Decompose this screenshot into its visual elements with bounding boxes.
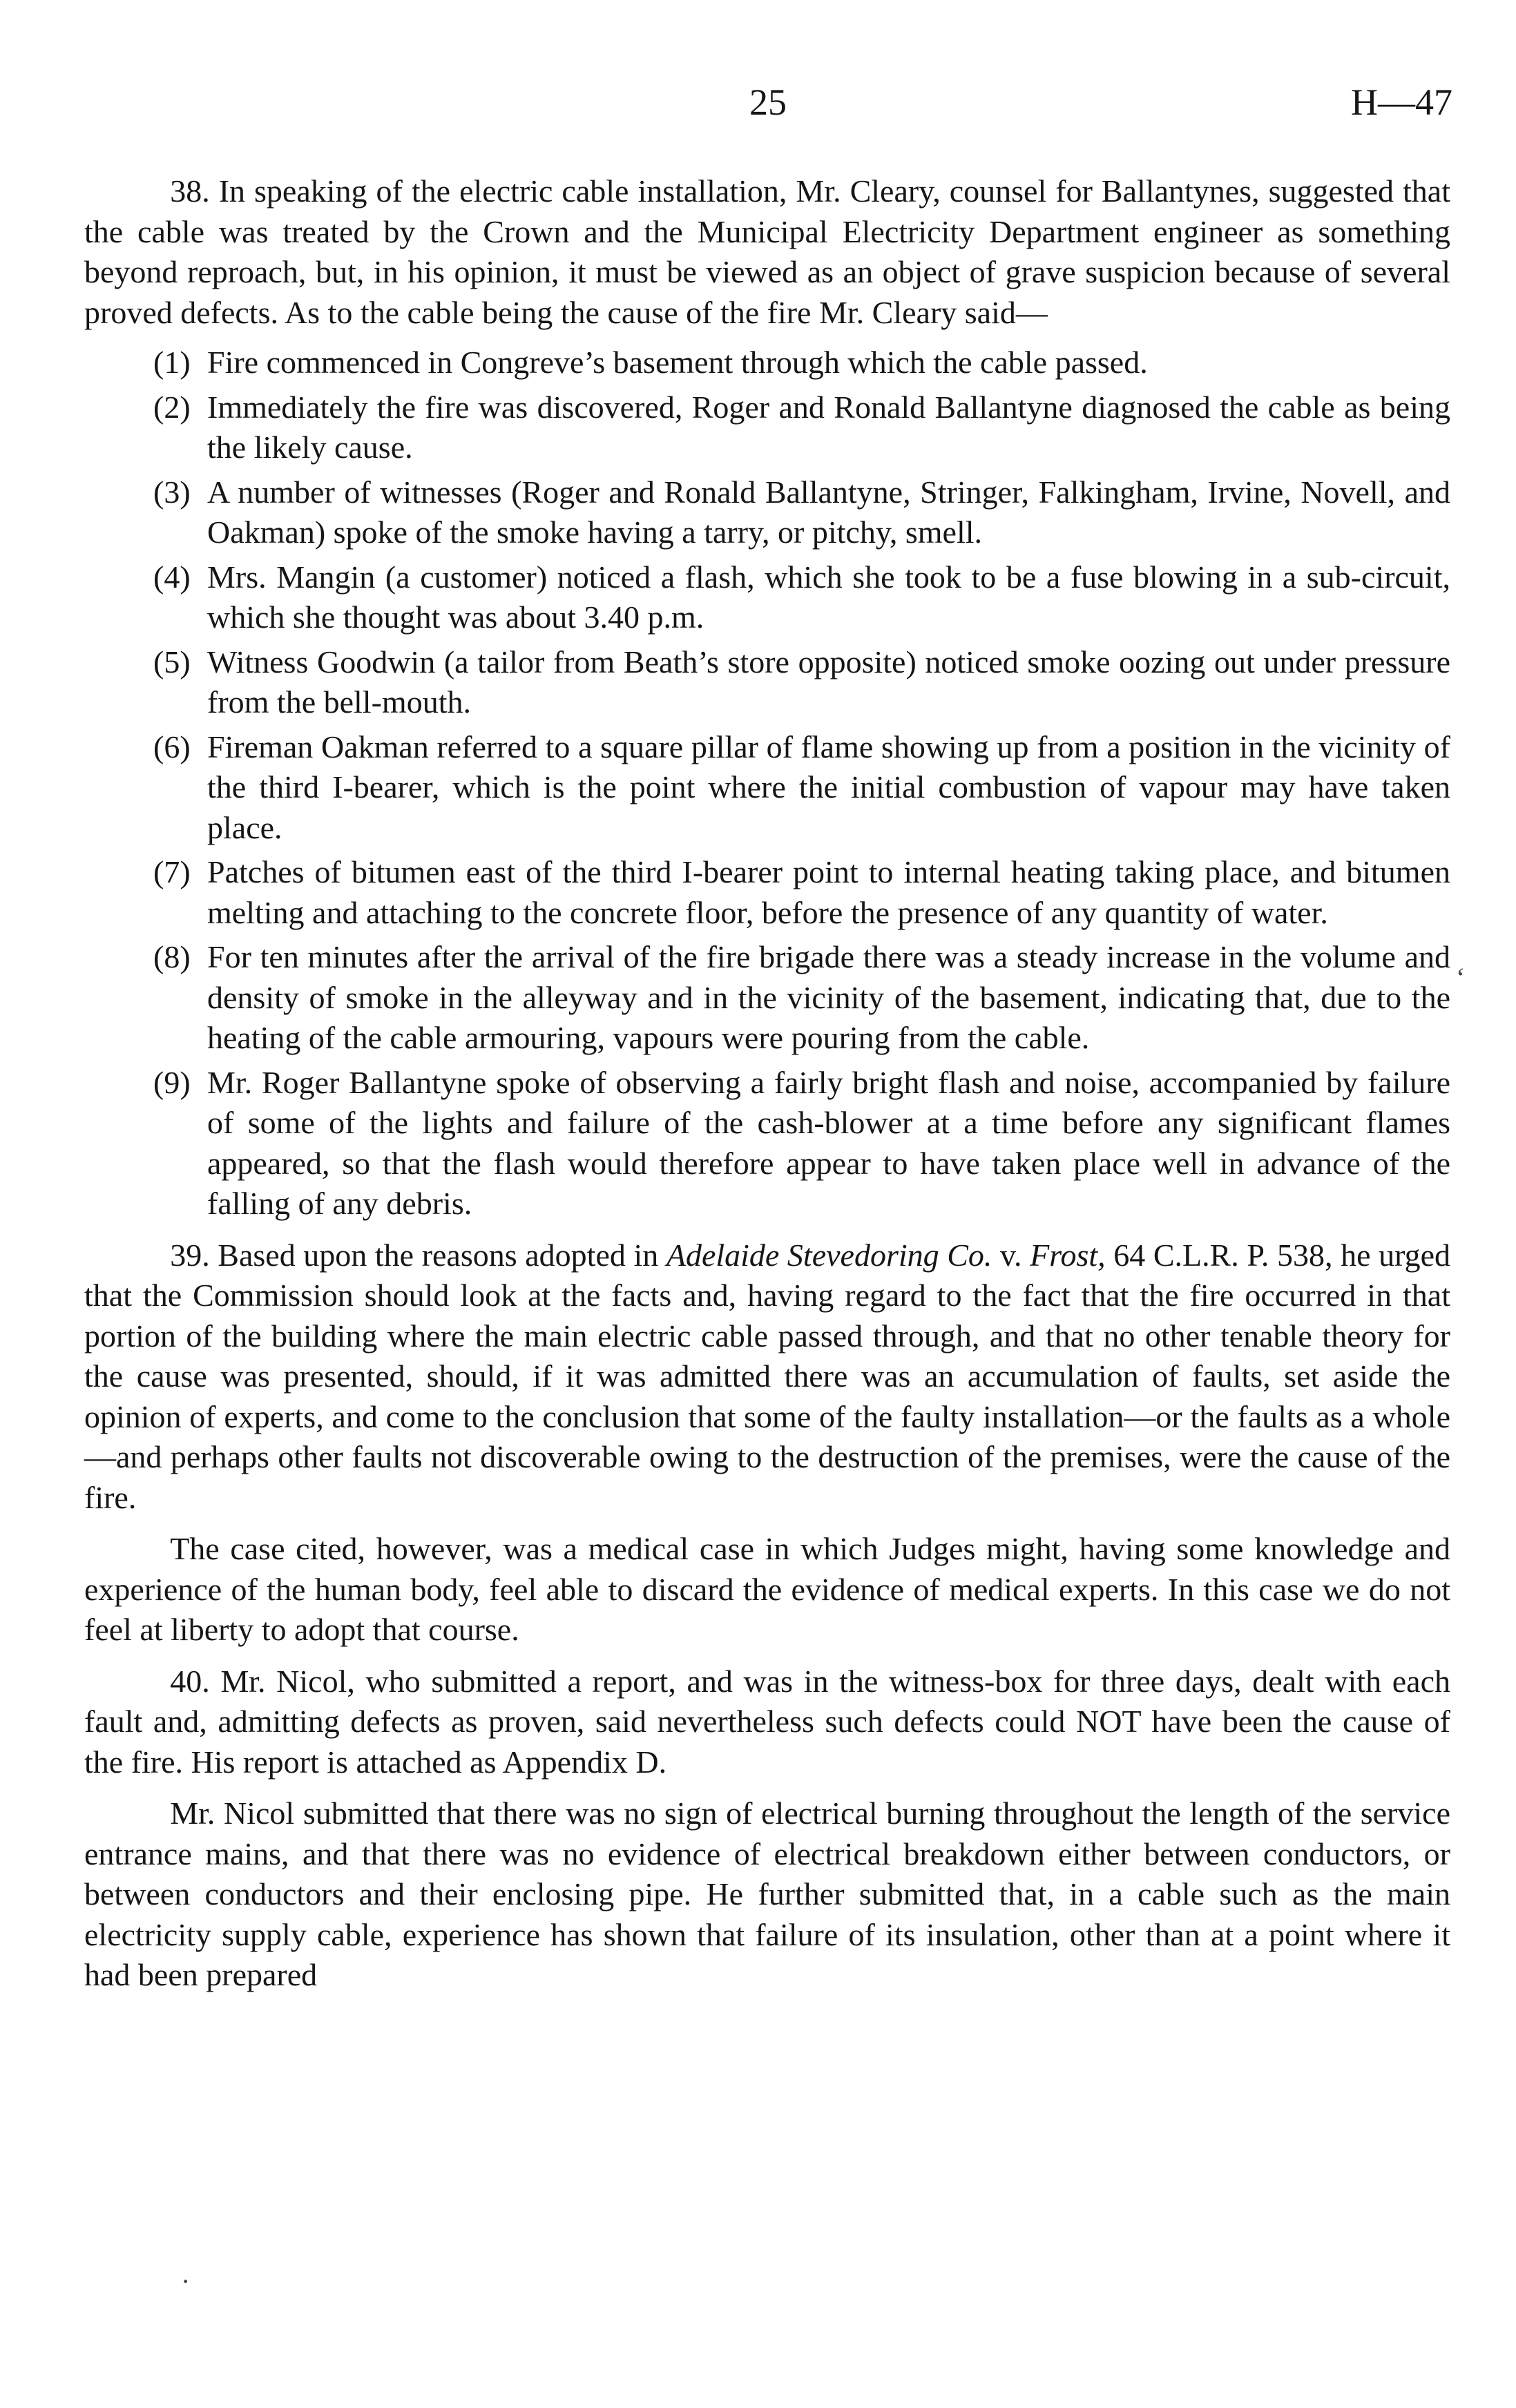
paragraph-gap (84, 1518, 1450, 1529)
page-header (0, 81, 1516, 137)
list-item (84, 727, 1450, 849)
list-item-number: (5) (153, 644, 191, 680)
list-item (84, 557, 1450, 638)
paragraph-39-lead: 39. Based upon the reasons adopted in (170, 1237, 666, 1273)
paragraph-39-continued: The case cited, however, was a medical case in which Judges might, having some knowledge and experience of the human body, feel able to discard the evidence of medical experts. In this case we do not feel at liberty to adopt that course. (84, 1531, 1450, 1647)
list-item-text: For ten minutes after the arrival of the fire brigade there was a steady increase in the volume and density of smoke in the alleyway and in the vicinity of the basement, indicating that, due to the heating of the cable armouring, vapours were pouring from the cable. (207, 939, 1450, 1055)
list-item-text: Patches of bitumen east of the third I-bearer point to internal heating taking place, and bitumen melting and attaching to the concrete floor, before the presence of any quantity of water. (207, 854, 1450, 930)
list-item-text: Mrs. Mangin (a customer) noticed a flash, which she took to be a fuse blowing in a sub-circuit, which she thought was about 3.40 p.m. (207, 559, 1450, 635)
case-party: Frost, (1030, 1237, 1106, 1273)
body-text (84, 171, 1450, 1996)
list-item-text: Immediately the fire was discovered, Roger and Ronald Ballantyne diagnosed the cable as being the likely cause. (207, 389, 1450, 465)
list-item-text: Fire commenced in Congreve’s basement through which the cable passed. (207, 345, 1148, 380)
list-item-text: Witness Goodwin (a tailor from Beath’s store opposite) noticed smoke oozing out under pressure from the bell-mouth. (207, 644, 1450, 720)
margin-mark: ‘ (1456, 962, 1466, 993)
bottom-dot: · (181, 2266, 191, 2297)
list-item-number: (6) (153, 729, 191, 764)
case-name: Adelaide Stevedoring Co. (666, 1237, 992, 1273)
list-item-text: Mr. Roger Ballantyne spoke of observing a fairly bright flash and noise, accompanied by failure of some of the lights and failure of the cash-blower at a time before any significant flames appeared, so that the flash would therefore appear to have taken place well in advance of the falling of any debris. (207, 1064, 1450, 1221)
list-item-number: (3) (153, 474, 191, 510)
list-item (84, 472, 1450, 553)
list-item-number: (1) (153, 345, 191, 380)
list-item (84, 343, 1450, 383)
paragraph-gap (84, 1782, 1450, 1793)
paragraph-39 (84, 1235, 1450, 1519)
list-item (84, 937, 1450, 1059)
list-item (84, 642, 1450, 723)
list-item-number: (4) (153, 559, 191, 595)
numbered-list (84, 343, 1450, 1224)
page-number: 25 (749, 81, 787, 123)
list-item-number: (7) (153, 854, 191, 889)
list-item-number: (8) (153, 939, 191, 974)
paragraph-39-rest: 64 C.L.R. P. 538, he urged that the Commission should look at the facts and, having regard to the fact that the fire occurred in that portion of the building where the main electric cable passed through, and that no other tenable theory for the cause was presented, should, if it was admitted there was an accumulation of faults, set aside the opinion of experts, and come to the conclusion that some of the faulty installation—or the faults as a whole—and perhaps other faults not discoverable owing to the destruction of the premises, were the cause of the fire. (84, 1237, 1450, 1515)
list-item-number: (2) (153, 389, 191, 425)
list-item-number: (9) (153, 1064, 191, 1100)
paragraph-gap (84, 1650, 1450, 1661)
paragraph-38: 38. In speaking of the electric cable installation, Mr. Cleary, counsel for Ballantynes, suggested that the cable was treated by the Crown and the Municipal Electricity Department engineer as something beyond reproach, but, in his opinion, it must be viewed as an object of grave suspicion because of several proved defects. As to the cable being the cause of the fire Mr. Cleary said— (84, 173, 1450, 330)
list-item-text: A number of witnesses (Roger and Ronald Ballantyne, Stringer, Falkingham, Irvine, Novell, and Oakman) spoke of the smoke having a tarry, or pitchy, smell. (207, 474, 1450, 550)
versus: v. (992, 1237, 1030, 1273)
paragraph-40-continued: Mr. Nicol submitted that there was no sign of electrical burning throughout the length of the service entrance mains, and that there was no evidence of electrical breakdown either between conductors, or between conductors and their enclosing pipe. He further submitted that, in a cable such as the main electricity supply cable, experience has shown that failure of its insulation, other than at a point where it had been prepared (84, 1795, 1450, 1992)
document-reference: H—47 (1351, 81, 1452, 123)
list-item (84, 387, 1450, 468)
paragraph-40: 40. Mr. Nicol, who submitted a report, and was in the witness-box for three days, dealt with each fault and, admitting defects as proven, said nevertheless such defects could NOT have been the cause of the fire. His report is attached as Appendix D. (84, 1663, 1450, 1780)
list-item (84, 852, 1450, 933)
list-item (84, 1063, 1450, 1224)
list-item-text: Fireman Oakman referred to a square pillar of flame showing up from a position in the vicinity of the third I-bearer, which is the point where the initial combustion of vapour may have taken place. (207, 729, 1450, 845)
